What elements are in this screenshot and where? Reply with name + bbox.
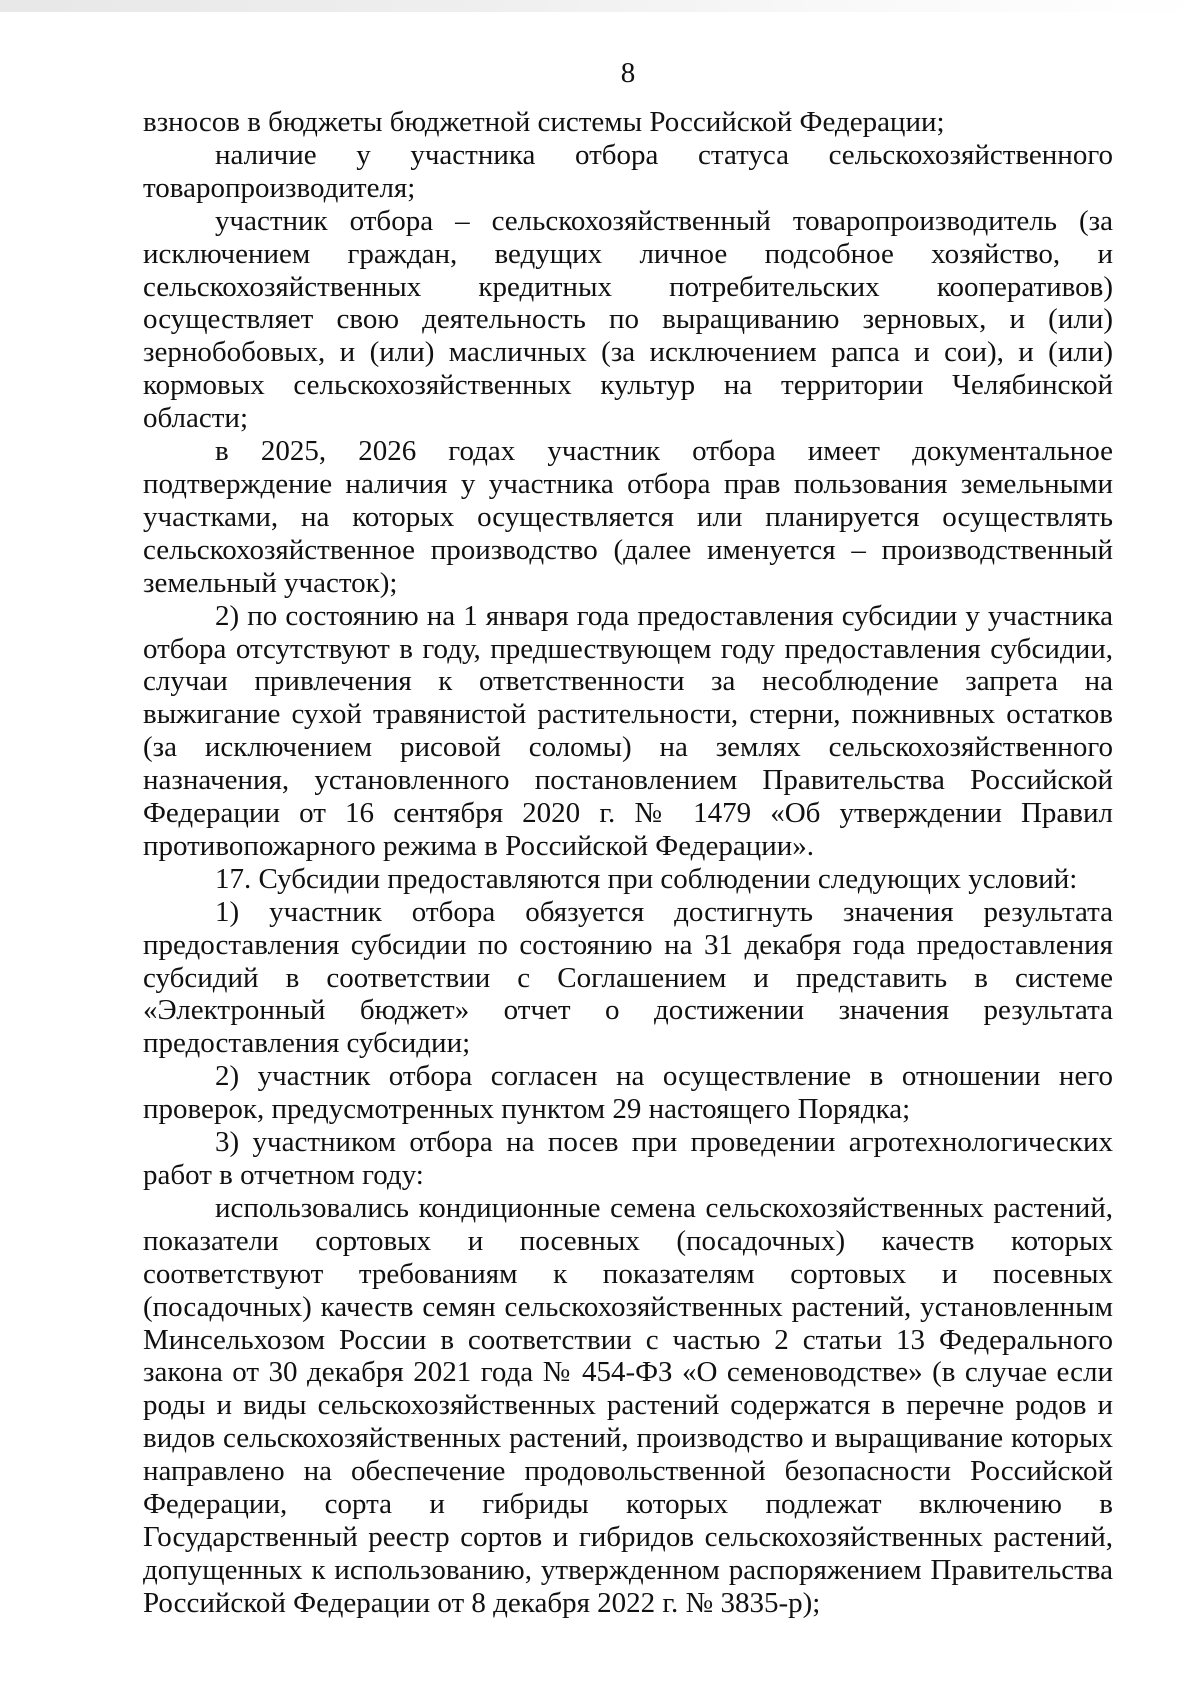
paragraph-3: участник отбора – сельскохозяйственный товаропроизводитель (за исключением граждан, ведущих личное подсобное хозяйство, и сельскохозяйственных кредитных потребительских кооперативов) осуществляет свою деятельность по выращиванию зерновых, и (или) зернобобовых, и (или) масличных (за исключением рапса и сои), и (или) кормовых сельскохозяйственных культур на территории Челябинской области; bbox=[143, 204, 1113, 435]
paragraph-4: в 2025, 2026 годах участник отбора имеет документальное подтверждение наличия у участника отбора прав пользования земельными участками, на которых осуществляется или планируется осуществлять сельскохозяйственное производство (далее именуется – производственный земельный участок); bbox=[143, 435, 1113, 599]
scan-edge-artifact bbox=[0, 0, 1200, 12]
paragraph-1: взносов в бюджеты бюджетной системы Российской Федерации; bbox=[143, 106, 945, 138]
paragraph-2: наличие у участника отбора статуса сельскохозяйственного товаропроизводителя; bbox=[143, 138, 1113, 204]
paragraph-9: 3) участником отбора на посев при проведении агротехнологических работ в отчетном году: bbox=[143, 1126, 1113, 1191]
paragraph-10: использовались кондиционные семена сельскохозяйственных растений, показатели сортовых и посевных (посадочных) качеств которых соответствуют требованиям к показателям сортовых и посевных (посадочных) качеств семян сельскохозяйственных растений, установленным Минсельхозом России в соответствии с частью 2 статьи 13 Федерального закона от 30 декабря 2021 года № 454-ФЗ «О семеноводстве» (в случае если роды и виды сельскохозяйственных растений содержатся в перечне родов и видов сельскохозяйственных растений, производство и выращивание которых направлено на обеспечение продовольственной безопасности Российской Федерации, сорта и гибриды которых подлежат включению в Государственный реестр сортов и гибридов сельскохозяйственных растений, допущенных к использованию, утвержденном распоряжением Правительства Российской Федерации от 8 декабря 2022 г. № 3835-р); bbox=[143, 1191, 1113, 1619]
page-number: 8 bbox=[620, 57, 636, 89]
paragraph-8: 2) участник отбора согласен на осуществление в отношении него проверок, предусмотренных пунктом 29 настоящего Порядка; bbox=[143, 1060, 1113, 1126]
document-page bbox=[143, 56, 1113, 1620]
paragraph-7: 1) участник отбора обязуется достигнуть значения результата предоставления субсидии по состоянию на 31 декабря года предоставления субсидий в соответствии с Соглашением и представить в системе «Электронный бюджет» отчет о достижении значения результата предоставления субсидии; bbox=[143, 895, 1113, 1060]
paragraph-6: 17. Субсидии предоставляются при соблюдении следующих условий: bbox=[215, 862, 1078, 895]
paragraph-5: 2) по состоянию на 1 января года предоставления субсидии у участника отбора отсутствуют в году, предшествующем году предоставления субсидии, случаи привлечения к ответственности за несоблюдение запрета на выжигание сухой травянистой растительности, стерни, пожнивных остатков (за исключением рисовой соломы) на землях сельскохозяйственного назначения, установленного постановлением Правительства Российской Федерации от 16 сентября 2020 г. № 1479 «Об утверждении Правил противопожарного режима в Российской Федерации». bbox=[143, 599, 1113, 862]
